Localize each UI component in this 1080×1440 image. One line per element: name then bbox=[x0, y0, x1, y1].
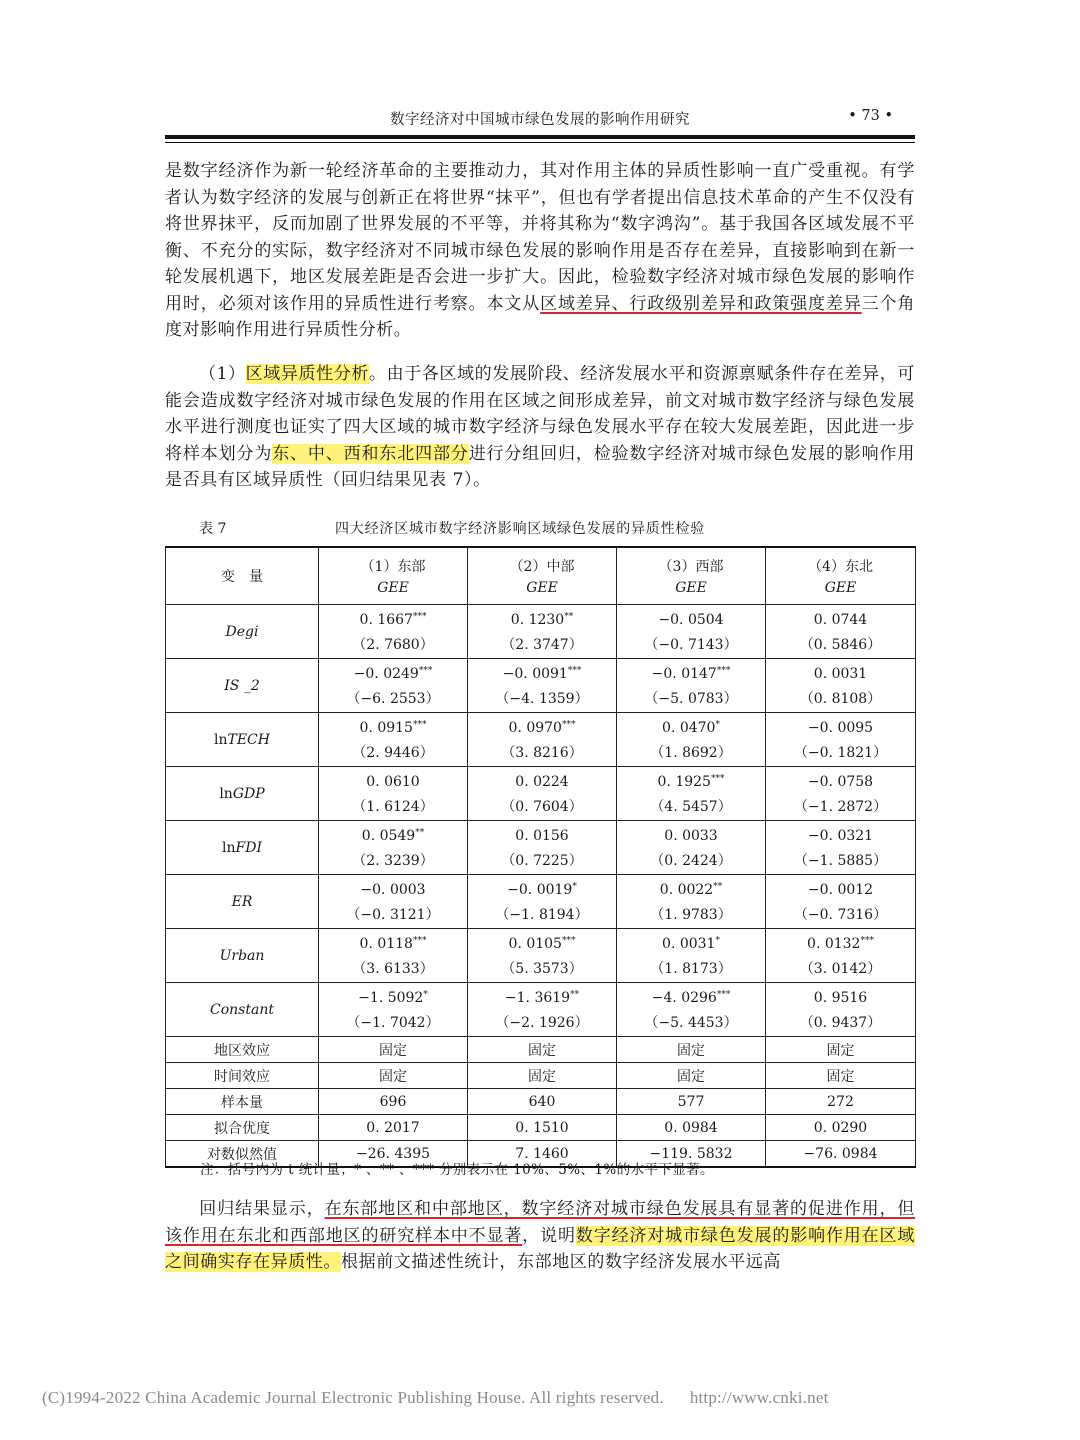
coef-cell: 0. 0549** （2. 3239） bbox=[319, 821, 468, 875]
watermark-footer bbox=[42, 1388, 829, 1408]
table-row bbox=[166, 605, 916, 659]
page-number: • 73 • bbox=[848, 108, 893, 124]
coef-cell: −0. 0147*** （−5. 0783） bbox=[617, 659, 766, 713]
t-statistic: （1. 8173） bbox=[650, 961, 732, 977]
summary-value: 固定 bbox=[617, 1063, 766, 1089]
coef-cell: 0. 0470* （1. 8692） bbox=[617, 713, 766, 767]
coef-cell: 0. 0970*** （3. 8216） bbox=[468, 713, 617, 767]
t-statistic: （−0. 1821） bbox=[793, 745, 888, 761]
t-statistic: （−4. 1359） bbox=[495, 691, 589, 707]
coef-cell: −0. 0095 （−0. 1821） bbox=[766, 713, 916, 767]
t-statistic: （4. 5457） bbox=[650, 799, 732, 815]
coef-cell: 0. 0031 （0. 8108） bbox=[766, 659, 916, 713]
t-statistic: （0. 2424） bbox=[650, 853, 732, 869]
table-row bbox=[166, 929, 916, 983]
table-header-row bbox=[166, 547, 916, 605]
table-summary-row bbox=[166, 1063, 916, 1089]
t-statistic: （−2. 1926） bbox=[495, 1015, 589, 1031]
coef-cell: 0. 1925*** （4. 5457） bbox=[617, 767, 766, 821]
paragraph-2-highlight-1: 区域异质性分析 bbox=[245, 364, 369, 384]
coef-cell: 0. 0105*** （5. 3573） bbox=[468, 929, 617, 983]
t-statistic: （1. 6124） bbox=[352, 799, 434, 815]
significance-stars: * bbox=[423, 990, 428, 1000]
paragraph-2 bbox=[165, 361, 915, 494]
summary-label: 时间效应 bbox=[166, 1063, 319, 1089]
coef-cell: −1. 5092* （−1. 7042） bbox=[319, 983, 468, 1037]
coef-cell: 0. 0610 （1. 6124） bbox=[319, 767, 468, 821]
significance-stars: ** bbox=[713, 882, 723, 892]
variable-name: lnFDI bbox=[166, 821, 319, 875]
significance-stars: *** bbox=[716, 666, 731, 676]
significance-stars: ** bbox=[570, 990, 580, 1000]
coef-cell: −0. 0091*** （−4. 1359） bbox=[468, 659, 617, 713]
coef-cell: 0. 0031* （1. 8173） bbox=[617, 929, 766, 983]
paragraph-2-highlight-2: 东、中、西和东北四部分 bbox=[272, 443, 469, 464]
table-summary-row bbox=[166, 1089, 916, 1115]
t-statistic: （0. 8108） bbox=[799, 691, 882, 707]
summary-value: 0. 0290 bbox=[766, 1115, 916, 1141]
table-row bbox=[166, 659, 916, 713]
coef-cell: 0. 1230** （2. 3747） bbox=[468, 605, 617, 659]
significance-stars: *** bbox=[412, 720, 427, 730]
table-title: 四大经济区城市数字经济影响区域绿色发展的异质性检验 bbox=[335, 521, 705, 537]
t-statistic: （0. 7604） bbox=[501, 799, 583, 815]
table-row bbox=[166, 713, 916, 767]
t-statistic: （2. 9446） bbox=[352, 745, 434, 761]
coef-cell: 0. 0915*** （2. 9446） bbox=[319, 713, 468, 767]
variable-name: Constant bbox=[166, 983, 319, 1037]
column-header: （4）东北 GEE bbox=[766, 547, 916, 605]
variable-name: Urban bbox=[166, 929, 319, 983]
cnki-url: http://www.cnki.net bbox=[689, 1388, 829, 1407]
table-caption bbox=[165, 516, 915, 540]
variable-name: lnGDP bbox=[166, 767, 319, 821]
t-statistic: （−0. 3121） bbox=[346, 907, 440, 923]
t-statistic: （2. 7680） bbox=[352, 637, 434, 653]
summary-label: 样本量 bbox=[166, 1089, 319, 1115]
significance-stars: *** bbox=[567, 666, 582, 676]
t-statistic: （−1. 5885） bbox=[793, 853, 888, 869]
t-statistic: （2. 3747） bbox=[501, 637, 583, 653]
table-row bbox=[166, 821, 916, 875]
coef-cell: 0. 0224 （0. 7604） bbox=[468, 767, 617, 821]
paragraph-3-text-c: 根据前文描述性统计，东部地区的数字经济发展水平远高 bbox=[341, 1252, 781, 1272]
significance-stars: * bbox=[715, 720, 720, 730]
significance-stars: *** bbox=[561, 936, 576, 946]
running-header bbox=[165, 104, 915, 134]
summary-value: 固定 bbox=[468, 1063, 617, 1089]
paragraph-3-text-b: ，说明 bbox=[522, 1225, 576, 1246]
column-header: （1）东部 GEE bbox=[319, 547, 468, 605]
var-header: 变 量 bbox=[166, 547, 319, 605]
coef-cell: 0. 9516 （0. 9437） bbox=[766, 983, 916, 1037]
t-statistic: （3. 8216） bbox=[501, 745, 583, 761]
t-statistic: （3. 0142） bbox=[799, 961, 882, 977]
coef-cell: 0. 0132*** （3. 0142） bbox=[766, 929, 916, 983]
coef-cell: −0. 0019* （−1. 8194） bbox=[468, 875, 617, 929]
coef-cell: −4. 0296*** （−5. 4453） bbox=[617, 983, 766, 1037]
t-statistic: （−0. 7143） bbox=[644, 637, 738, 653]
coef-cell: −0. 0249*** （−6. 2553） bbox=[319, 659, 468, 713]
t-statistic: （−6. 2553） bbox=[346, 691, 440, 707]
variable-name: Degi bbox=[166, 605, 319, 659]
paragraph-3-highlight: 数字经济对城市绿色发展的影响作用在区域之间确实存在异质性。 bbox=[165, 1225, 915, 1272]
summary-label: 拟合优度 bbox=[166, 1115, 319, 1141]
t-statistic: （0. 7225） bbox=[501, 853, 583, 869]
significance-stars: *** bbox=[561, 720, 576, 730]
column-header: （2）中部 GEE bbox=[468, 547, 617, 605]
coef-cell: 0. 0118*** （3. 6133） bbox=[319, 929, 468, 983]
summary-value: 固定 bbox=[766, 1063, 916, 1089]
table-row bbox=[166, 983, 916, 1037]
t-statistic: （−5. 0783） bbox=[644, 691, 738, 707]
running-title: 数字经济对中国城市绿色发展的影响作用研究 bbox=[390, 112, 690, 128]
t-statistic: （−1. 8194） bbox=[495, 907, 589, 923]
coef-cell: −0. 0758 （−1. 2872） bbox=[766, 767, 916, 821]
header-rule-thin bbox=[165, 142, 915, 143]
table-note: 注：括号内为 t 统计量；* 、** 、*** 分别表示在 10%、5%、1%的水平下显著。 bbox=[200, 1162, 714, 1178]
coef-cell: −0. 0003 （−0. 3121） bbox=[319, 875, 468, 929]
coef-cell: 0. 0156 （0. 7225） bbox=[468, 821, 617, 875]
summary-value: −119. 5832 bbox=[617, 1141, 766, 1168]
significance-stars: * bbox=[715, 936, 720, 946]
paragraph-2-prefix: （1） bbox=[199, 364, 246, 384]
significance-stars: ** bbox=[415, 828, 425, 838]
summary-value: −26. 4395 bbox=[319, 1141, 468, 1168]
paragraph-3 bbox=[165, 1196, 915, 1276]
paragraph-1-underline: 区域差异、行政级别差异和政策强度差异 bbox=[540, 293, 862, 314]
paragraph-2-text-a: 。由于各区域的发展阶段、经济发展水平和资源禀赋条件存在差异，可能会造成数字经济对城市绿色发展的作用在区域之间形成差异，前文对城市数字经济与绿色发展水平进行测度也证实了四大区域的城市数字经济与绿色发展水平存在较大发展差距，因此进一步将样本划分为 bbox=[165, 364, 915, 464]
coef-cell: −0. 0504 （−0. 7143） bbox=[617, 605, 766, 659]
summary-value: 固定 bbox=[468, 1037, 617, 1063]
t-statistic: （0. 5846） bbox=[799, 637, 882, 653]
summary-value: 固定 bbox=[319, 1037, 468, 1063]
paragraph-1-text-b: 三个角度对影响作用进行异质性分析。 bbox=[165, 293, 915, 340]
significance-stars: *** bbox=[716, 990, 731, 1000]
table-summary-row bbox=[166, 1037, 916, 1063]
t-statistic: （5. 3573） bbox=[501, 961, 583, 977]
coef-cell: −0. 0012 （−0. 7316） bbox=[766, 875, 916, 929]
summary-value: −76. 0984 bbox=[766, 1141, 916, 1168]
significance-stars: *** bbox=[710, 774, 725, 784]
summary-value: 577 bbox=[617, 1089, 766, 1115]
table-row bbox=[166, 767, 916, 821]
t-statistic: （2. 3239） bbox=[352, 853, 434, 869]
variable-name: IS _2 bbox=[166, 659, 319, 713]
copyright-text: (C)1994-2022 China Academic Journal Electronic Publishing House. All rights reserved. bbox=[42, 1388, 664, 1407]
summary-value: 696 bbox=[319, 1089, 468, 1115]
t-statistic: （−0. 7316） bbox=[793, 907, 888, 923]
column-header: （3）西部 GEE bbox=[617, 547, 766, 605]
variable-name: ER bbox=[166, 875, 319, 929]
header-rule-thick bbox=[165, 135, 915, 139]
summary-value: 0. 1510 bbox=[468, 1115, 617, 1141]
coef-cell: −0. 0321 （−1. 5885） bbox=[766, 821, 916, 875]
t-statistic: （−1. 2872） bbox=[793, 799, 888, 815]
significance-stars: ** bbox=[564, 612, 574, 622]
t-statistic: （1. 8692） bbox=[650, 745, 732, 761]
summary-value: 272 bbox=[766, 1089, 916, 1115]
summary-value: 7. 1460 bbox=[468, 1141, 617, 1168]
summary-value: 固定 bbox=[617, 1037, 766, 1063]
significance-stars: *** bbox=[860, 936, 874, 946]
coef-cell: 0. 0022** （1. 9783） bbox=[617, 875, 766, 929]
summary-label: 地区效应 bbox=[166, 1037, 319, 1063]
t-statistic: （1. 9783） bbox=[650, 907, 732, 923]
paragraph-2-text-b: 进行分组回归，检验数字经济对城市绿色发展的影响作用是否具有区域异质性（回归结果见表 7）。 bbox=[165, 443, 915, 490]
summary-value: 0. 0984 bbox=[617, 1115, 766, 1141]
coef-cell: −1. 3619** （−2. 1926） bbox=[468, 983, 617, 1037]
paragraph-1 bbox=[165, 158, 915, 344]
coef-cell: 0. 0744 （0. 5846） bbox=[766, 605, 916, 659]
significance-stars: *** bbox=[412, 936, 427, 946]
t-statistic: （0. 9437） bbox=[799, 1015, 882, 1031]
table-label: 表 7 bbox=[199, 521, 227, 537]
coef-cell: 0. 0033 （0. 2424） bbox=[617, 821, 766, 875]
summary-value: 640 bbox=[468, 1089, 617, 1115]
table-summary-row bbox=[166, 1115, 916, 1141]
paragraph-1-text-a: 是数字经济作为新一轮经济革命的主要推动力，其对作用主体的异质性影响一直广受重视。有学者认为数字经济的发展与创新正在将世界“抹平”，但也有学者提出信息技术革命的产生不仅没有将世界抹平，反而加剧了世界发展的不平等，并将其称为“数字鸿沟”。基于我国各区域发展不平衡、不充分的实际，数字经济对不同城市绿色发展的影响作用是否存在差异，直接影响到在新一轮发展机遇下，地区发展差距是否会进一步扩大。因此，检验数字经济对城市绿色发展的影响作用时，必须对该作用的异质性进行考察。本文从 bbox=[165, 161, 915, 314]
variable-name: lnTECH bbox=[166, 713, 319, 767]
t-statistic: （3. 6133） bbox=[352, 961, 434, 977]
t-statistic: （−5. 4453） bbox=[644, 1015, 738, 1031]
summary-value: 0. 2017 bbox=[319, 1115, 468, 1141]
table-row bbox=[166, 875, 916, 929]
significance-stars: * bbox=[572, 882, 577, 892]
summary-value: 固定 bbox=[319, 1063, 468, 1089]
significance-stars: *** bbox=[412, 612, 427, 622]
coef-cell: 0. 1667*** （2. 7680） bbox=[319, 605, 468, 659]
t-statistic: （−1. 7042） bbox=[346, 1015, 440, 1031]
paragraph-3-underline: 在东部地区和中部地区，数字经济对城市绿色发展具有显著的促进作用，但该作用在东北和西部地区的研究样本中不显著 bbox=[165, 1199, 915, 1246]
summary-label: 对数似然值 bbox=[166, 1141, 319, 1168]
regression-table bbox=[165, 546, 916, 1168]
paragraph-3-text-a: 回归结果显示， bbox=[199, 1199, 325, 1219]
significance-stars: *** bbox=[418, 666, 433, 676]
summary-value: 固定 bbox=[766, 1037, 916, 1063]
